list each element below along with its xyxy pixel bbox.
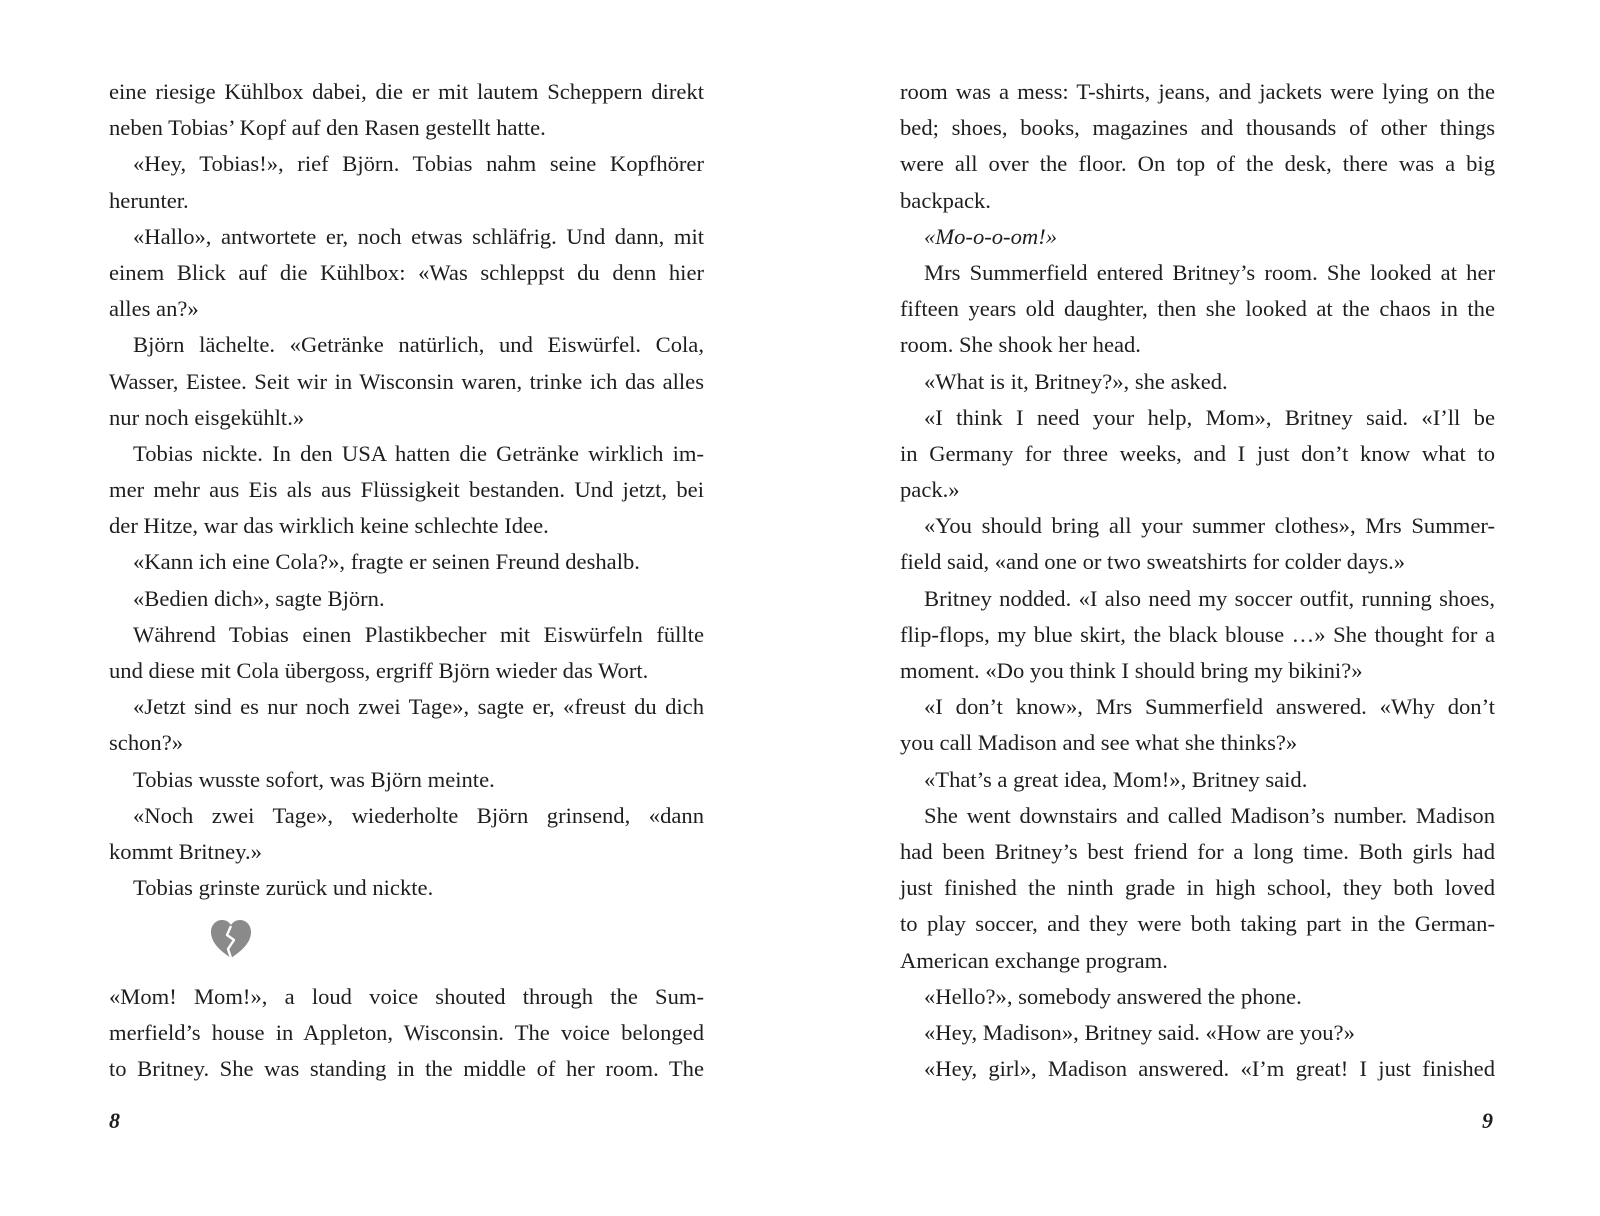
left-page-text-before-divider [109, 74, 704, 906]
text-line: field said, «and one or two sweatshirts for colder days.» [900, 549, 1406, 575]
text-line: «You should bring all your summer clothes», Mrs Summer- [924, 513, 1495, 539]
text-line: Björn lächelte. «Getränke natürlich, und Eiswürfel. Cola, [133, 332, 704, 358]
text-line: mer mehr aus Eis als aus Flüssigkeit bestanden. Und jetzt, bei [109, 477, 704, 503]
section-divider [109, 906, 704, 978]
text-line: just finished the ninth grade in high school, they both loved [900, 875, 1495, 901]
text-line: Tobias grinste zurück und nickte. [133, 875, 434, 901]
text-line: neben Tobias’ Kopf auf den Rasen gestellt hatte. [109, 115, 546, 141]
text-line: bed; shoes, books, magazines and thousands of other things [900, 115, 1495, 141]
broken-heart-icon [209, 918, 253, 960]
text-line: einem Blick auf die Kühlbox: «Was schleppst du denn hier [109, 259, 704, 285]
left-page-text-after-divider [109, 979, 704, 1088]
text-line: pack.» [900, 477, 960, 503]
right-page-text [900, 74, 1495, 1087]
text-line: der Hitze, war das wirklich keine schlechte Idee. [109, 513, 549, 539]
text-line: American exchange program. [900, 947, 1168, 973]
text-line: «I don’t know», Mrs Summerfield answered. «Why don’t [924, 694, 1495, 720]
text-line: backpack. [900, 187, 991, 213]
text-line: She went downstairs and called Madison’s number. Madison [924, 802, 1495, 828]
text-line: «Mo-o-o-om!» [924, 223, 1058, 249]
text-line: «Kann ich eine Cola?», fragte er seinen Freund deshalb. [133, 549, 640, 575]
text-line: «Jetzt sind es nur noch zwei Tage», sagte er, «freust du dich [133, 694, 704, 720]
right-page [900, 74, 1495, 1087]
text-line: Während Tobias einen Plastikbecher mit Eiswürfeln füllte [133, 621, 704, 647]
text-line: «Mom! Mom!», a loud voice shouted through the Sum- [109, 983, 704, 1009]
text-line: Mrs Summerfield entered Britney’s room. She looked at her [924, 259, 1495, 285]
text-line: you call Madison and see what she thinks?» [900, 730, 1298, 756]
text-line: kommt Britney.» [109, 838, 262, 864]
text-line: alles an?» [109, 296, 199, 322]
text-line: room. She shook her head. [900, 332, 1141, 358]
text-line: «I think I need your help, Mom», Britney said. «I’ll be [924, 404, 1495, 430]
text-line: Wasser, Eistee. Seit wir in Wisconsin waren, trinke ich das alles [109, 368, 704, 394]
text-line: «Hey, Madison», Britney said. «How are you?» [924, 1019, 1355, 1045]
text-line: Tobias wusste sofort, was Björn meinte. [133, 766, 495, 792]
text-line: eine riesige Kühlbox dabei, die er mit lautem Scheppern direkt [109, 79, 704, 104]
text-line: had been Britney’s best friend for a long time. Both girls had [900, 838, 1495, 864]
text-line: nur noch eisgekühlt.» [109, 404, 305, 430]
text-line: «Hallo», antwortete er, noch etwas schläfrig. Und dann, mit [133, 223, 704, 249]
left-page [109, 74, 704, 1087]
text-line: fifteen years old daughter, then she looked at the chaos in the [900, 296, 1495, 322]
text-line: «Hello?», somebody answered the phone. [924, 983, 1302, 1009]
text-line: «That’s a great idea, Mom!», Britney said. [924, 766, 1308, 792]
text-line: und diese mit Cola übergoss, ergriff Björn wieder das Wort. [109, 658, 649, 683]
text-line: «Hey, girl», Madison answered. «I’m great! I just finished [924, 1056, 1495, 1082]
text-line: schon?» [109, 730, 184, 756]
text-line: «Noch zwei Tage», wiederholte Björn grinsend, «dann [133, 802, 704, 828]
page-number-left: 8 [109, 1108, 120, 1133]
text-line: Tobias nickte. In den USA hatten die Getränke wirklich im- [133, 440, 704, 466]
text-line: herunter. [109, 187, 189, 213]
text-line: moment. «Do you think I should bring my bikini?» [900, 658, 1363, 683]
text-line: to play soccer, and they were both taking part in the German- [900, 911, 1495, 937]
text-line: to Britney. She was standing in the middle of her room. The [109, 1056, 704, 1082]
text-line: «What is it, Britney?», she asked. [924, 368, 1228, 394]
text-line: were all over the floor. On top of the desk, there was a big [900, 151, 1495, 177]
text-line: flip-flops, my blue skirt, the black blouse …» She thought for a [900, 621, 1495, 647]
text-line: merfield’s house in Appleton, Wisconsin. The voice belonged [109, 1019, 704, 1045]
text-line: «Hey, Tobias!», rief Björn. Tobias nahm seine Kopfhörer [133, 151, 704, 177]
page-number-right: 9 [1482, 1108, 1493, 1133]
text-line: in Germany for three weeks, and I just don’t know what to [900, 440, 1495, 466]
text-line: «Bedien dich», sagte Björn. [133, 585, 385, 611]
text-line: room was a mess: T-shirts, jeans, and jackets were lying on the [900, 79, 1495, 104]
text-line: Britney nodded. «I also need my soccer outfit, running shoes, [924, 585, 1495, 611]
